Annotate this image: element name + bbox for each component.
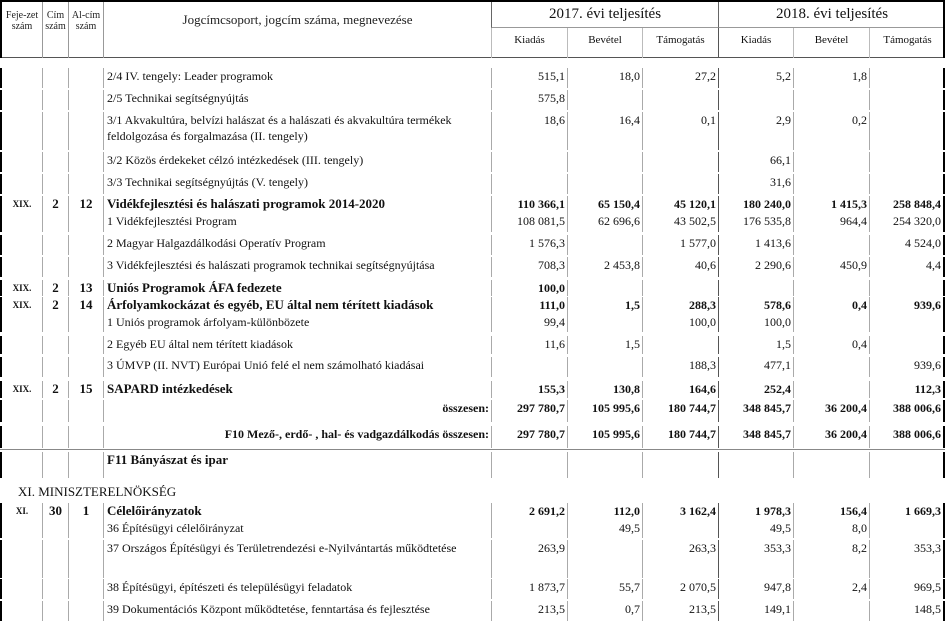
- bevetel-2018-cell: [793, 381, 869, 398]
- kiadas-2017-cell: 155,3: [491, 381, 567, 398]
- fejezet-cell: [0, 68, 42, 88]
- kiadas-2018-cell: [718, 452, 793, 478]
- alcim-cell: 12: [68, 196, 103, 213]
- alcim-cell: [68, 213, 103, 232]
- tamogatas-2018-cell: 4,4: [869, 257, 945, 277]
- header-kiadas-2018: Kiadás: [718, 28, 793, 58]
- header-year-2017: 2017. évi teljesítés: [491, 2, 718, 28]
- cim-cell: 2: [42, 381, 68, 398]
- bevetel-2017-cell: [567, 280, 642, 296]
- table-row: [0, 196, 945, 213]
- kiadas-2017-cell: [491, 452, 567, 478]
- fejezet-cell: [0, 601, 42, 621]
- header-fejezet: Feje-zet szám: [0, 2, 42, 58]
- name-cell: 2 Egyéb EU által nem térített kiadások: [103, 336, 491, 354]
- fejezet-cell: XIX.: [0, 381, 42, 398]
- kiadas-2017-cell: 575,8: [491, 90, 567, 110]
- tamogatas-2018-cell: [869, 112, 945, 150]
- kiadas-2017-cell: 11,6: [491, 336, 567, 354]
- tamogatas-2017-cell: [642, 152, 718, 172]
- bevetel-2017-cell: [567, 452, 642, 478]
- bevetel-2018-cell: 1,8: [793, 68, 869, 88]
- kiadas-2018-cell: 578,6: [718, 297, 793, 314]
- name-cell: 2 Magyar Halgazdálkodási Operatív Program: [103, 235, 491, 255]
- bevetel-2018-cell: 36 200,4: [793, 426, 869, 448]
- table-header: [0, 0, 945, 58]
- tamogatas-2018-cell: [869, 152, 945, 172]
- table-row: [0, 452, 945, 478]
- alcim-cell: [68, 579, 103, 599]
- tamogatas-2017-cell: [642, 90, 718, 110]
- cim-cell: 2: [42, 280, 68, 296]
- cim-cell: [42, 68, 68, 88]
- fejezet-cell: XIX.: [0, 280, 42, 296]
- table-row: [0, 112, 945, 150]
- tamogatas-2018-cell: [869, 90, 945, 110]
- kiadas-2018-cell: 348 845,7: [718, 426, 793, 448]
- tamogatas-2017-cell: 288,3: [642, 297, 718, 314]
- fejezet-cell: XIX.: [0, 196, 42, 213]
- kiadas-2018-cell: 2 290,6: [718, 257, 793, 277]
- table-row: [0, 213, 945, 232]
- bevetel-2017-cell: 62 696,6: [567, 213, 642, 232]
- bevetel-2018-cell: 156,4: [793, 503, 869, 520]
- table-row: [0, 357, 945, 377]
- kiadas-2017-cell: 515,1: [491, 68, 567, 88]
- tamogatas-2018-cell: 258 848,4: [869, 196, 945, 213]
- cim-cell: [42, 257, 68, 277]
- fejezet-cell: [0, 257, 42, 277]
- cim-cell: [42, 601, 68, 621]
- tamogatas-2017-cell: 180 744,7: [642, 400, 718, 422]
- tamogatas-2018-cell: [869, 280, 945, 296]
- cim-cell: 2: [42, 297, 68, 314]
- bevetel-2018-cell: [793, 235, 869, 255]
- name-cell: 3/2 Közös érdekeket célzó intézkedések (III. tengely): [103, 152, 491, 172]
- header-bevetel-2017: Bevétel: [567, 28, 642, 58]
- fejezet-cell: [0, 336, 42, 354]
- tamogatas-2018-cell: 939,6: [869, 357, 945, 377]
- name-cell: 1 Uniós programok árfolyam-különbözete: [103, 314, 491, 332]
- bevetel-2018-cell: 36 200,4: [793, 400, 869, 422]
- alcim-cell: [68, 235, 103, 255]
- fejezet-cell: [0, 174, 42, 194]
- name-cell: 3/3 Technikai segítségnyújtás (V. tengely): [103, 174, 491, 194]
- kiadas-2018-cell: 66,1: [718, 152, 793, 172]
- cim-cell: [42, 213, 68, 232]
- kiadas-2018-cell: 1 413,6: [718, 235, 793, 255]
- bevetel-2017-cell: [567, 174, 642, 194]
- alcim-cell: [68, 112, 103, 150]
- bevetel-2017-cell: 112,0: [567, 503, 642, 520]
- fejezet-cell: XI.: [0, 503, 42, 520]
- name-cell: 37 Országos Építésügyi és Területrendezési e-Nyilvántartás működtetése: [103, 540, 491, 578]
- table-row: [0, 540, 945, 578]
- tamogatas-2017-cell: 100,0: [642, 314, 718, 332]
- alcim-cell: 1: [68, 503, 103, 520]
- fejezet-cell: [0, 90, 42, 110]
- name-cell: 3/1 Akvakultúra, belvízi halászat és a halászati és akvakultúra termékek feldolgozása és forgalmazása (II. tengely): [103, 112, 491, 150]
- bevetel-2017-cell: 18,0: [567, 68, 642, 88]
- table-row: [0, 280, 945, 296]
- tamogatas-2017-cell: [642, 452, 718, 478]
- table-row: [0, 400, 945, 422]
- table-row: [0, 601, 945, 621]
- tamogatas-2018-cell: 112,3: [869, 381, 945, 398]
- bevetel-2017-cell: 1,5: [567, 336, 642, 354]
- fejezet-cell: [0, 400, 42, 422]
- bevetel-2018-cell: [793, 174, 869, 194]
- header-year-2018: 2018. évi teljesítés: [718, 2, 945, 28]
- tamogatas-2017-cell: 40,6: [642, 257, 718, 277]
- table-row: [0, 381, 945, 398]
- bevetel-2018-cell: [793, 280, 869, 296]
- header-cim: Cím szám: [42, 2, 68, 58]
- cim-cell: [42, 314, 68, 332]
- bevetel-2017-cell: 55,7: [567, 579, 642, 599]
- alcim-cell: 15: [68, 381, 103, 398]
- alcim-cell: [68, 426, 103, 448]
- header-kiadas-2017: Kiadás: [491, 28, 567, 58]
- section-divider: [0, 449, 945, 450]
- kiadas-2018-cell: 348 845,7: [718, 400, 793, 422]
- kiadas-2018-cell: 49,5: [718, 520, 793, 538]
- name-cell: 2/5 Technikai segítségnyújtás: [103, 90, 491, 110]
- table-row: [0, 68, 945, 88]
- bevetel-2017-cell: 105 995,6: [567, 400, 642, 422]
- alcim-cell: [68, 174, 103, 194]
- kiadas-2018-cell: 1 978,3: [718, 503, 793, 520]
- tamogatas-2017-cell: [642, 520, 718, 538]
- kiadas-2017-cell: [491, 520, 567, 538]
- kiadas-2018-cell: 353,3: [718, 540, 793, 578]
- kiadas-2017-cell: [491, 152, 567, 172]
- ministry-heading: XI. MINISZTERELNÖKSÉG: [18, 484, 177, 499]
- alcim-cell: [68, 601, 103, 621]
- tamogatas-2017-cell: 1 577,0: [642, 235, 718, 255]
- kiadas-2017-cell: [491, 357, 567, 377]
- name-cell: összesen:: [103, 400, 491, 422]
- kiadas-2018-cell: 100,0: [718, 314, 793, 332]
- tamogatas-2017-cell: 0,1: [642, 112, 718, 150]
- fejezet-cell: [0, 213, 42, 232]
- bevetel-2017-cell: [567, 357, 642, 377]
- tamogatas-2018-cell: [869, 336, 945, 354]
- name-cell: Uniós Programok ÁFA fedezete: [103, 280, 491, 296]
- bevetel-2018-cell: 8,2: [793, 540, 869, 578]
- kiadas-2017-cell: 213,5: [491, 601, 567, 621]
- kiadas-2018-cell: 252,4: [718, 381, 793, 398]
- name-cell: 3 ÚMVP (II. NVT) Európai Unió felé el nem számolható kiadásai: [103, 357, 491, 377]
- table-row: [0, 520, 945, 538]
- alcim-cell: 14: [68, 297, 103, 314]
- header-tamogatas-2018: Támogatás: [869, 28, 945, 58]
- bevetel-2017-cell: 65 150,4: [567, 196, 642, 213]
- name-cell: F11 Bányászat és ipar: [103, 452, 491, 478]
- cim-cell: [42, 520, 68, 538]
- name-cell: 36 Építésügyi célelőirányzat: [103, 520, 491, 538]
- kiadas-2018-cell: 477,1: [718, 357, 793, 377]
- cim-cell: [42, 152, 68, 172]
- cim-cell: [42, 357, 68, 377]
- table-row: [0, 314, 945, 332]
- alcim-cell: [68, 452, 103, 478]
- kiadas-2017-cell: 99,4: [491, 314, 567, 332]
- tamogatas-2018-cell: 388 006,6: [869, 400, 945, 422]
- header-tamogatas-2017: Támogatás: [642, 28, 718, 58]
- kiadas-2017-cell: 1 576,3: [491, 235, 567, 255]
- fejezet-cell: XIX.: [0, 297, 42, 314]
- cim-cell: [42, 112, 68, 150]
- bevetel-2017-cell: 105 995,6: [567, 426, 642, 448]
- tamogatas-2018-cell: 939,6: [869, 297, 945, 314]
- fejezet-cell: [0, 540, 42, 578]
- tamogatas-2017-cell: 164,6: [642, 381, 718, 398]
- name-cell: SAPARD intézkedések: [103, 381, 491, 398]
- cim-cell: [42, 540, 68, 578]
- tamogatas-2018-cell: 1 669,3: [869, 503, 945, 520]
- fejezet-cell: [0, 112, 42, 150]
- bevetel-2018-cell: [793, 90, 869, 110]
- table-row: [0, 426, 945, 448]
- bevetel-2018-cell: [793, 601, 869, 621]
- bevetel-2018-cell: 0,2: [793, 112, 869, 150]
- kiadas-2017-cell: 708,3: [491, 257, 567, 277]
- alcim-cell: [68, 336, 103, 354]
- table-row: [0, 336, 945, 354]
- kiadas-2018-cell: 31,6: [718, 174, 793, 194]
- kiadas-2018-cell: 149,1: [718, 601, 793, 621]
- kiadas-2018-cell: 947,8: [718, 579, 793, 599]
- cim-cell: [42, 426, 68, 448]
- fejezet-cell: [0, 520, 42, 538]
- name-cell: F10 Mező-, erdő- , hal- és vadgazdálkodás összesen:: [103, 426, 491, 448]
- kiadas-2017-cell: 297 780,7: [491, 426, 567, 448]
- kiadas-2017-cell: 100,0: [491, 280, 567, 296]
- kiadas-2017-cell: 110 366,1: [491, 196, 567, 213]
- bevetel-2018-cell: 964,4: [793, 213, 869, 232]
- tamogatas-2017-cell: 27,2: [642, 68, 718, 88]
- fejezet-cell: [0, 357, 42, 377]
- alcim-cell: [68, 400, 103, 422]
- kiadas-2018-cell: [718, 280, 793, 296]
- alcim-cell: [68, 152, 103, 172]
- bevetel-2018-cell: 1 415,3: [793, 196, 869, 213]
- kiadas-2018-cell: 2,9: [718, 112, 793, 150]
- cim-cell: [42, 174, 68, 194]
- tamogatas-2017-cell: [642, 174, 718, 194]
- kiadas-2017-cell: 2 691,2: [491, 503, 567, 520]
- bevetel-2017-cell: [567, 90, 642, 110]
- tamogatas-2018-cell: 388 006,6: [869, 426, 945, 448]
- bevetel-2017-cell: [567, 314, 642, 332]
- alcim-cell: 13: [68, 280, 103, 296]
- tamogatas-2017-cell: 3 162,4: [642, 503, 718, 520]
- header-alcim: Al-cím szám: [68, 2, 103, 58]
- name-cell: 38 Építésügyi, építészeti és településügyi feladatok: [103, 579, 491, 599]
- kiadas-2017-cell: 297 780,7: [491, 400, 567, 422]
- tamogatas-2018-cell: 4 524,0: [869, 235, 945, 255]
- tamogatas-2017-cell: 180 744,7: [642, 426, 718, 448]
- cim-cell: 30: [42, 503, 68, 520]
- bevetel-2018-cell: 450,9: [793, 257, 869, 277]
- alcim-cell: [68, 540, 103, 578]
- alcim-cell: [68, 257, 103, 277]
- alcim-cell: [68, 357, 103, 377]
- name-cell: 3 Vidékfejlesztési és halászati programok technikai segítségnyújtása: [103, 257, 491, 277]
- bevetel-2018-cell: [793, 357, 869, 377]
- header-bevetel-2018: Bevétel: [793, 28, 869, 58]
- fejezet-cell: [0, 235, 42, 255]
- kiadas-2017-cell: 1 873,7: [491, 579, 567, 599]
- name-cell: 2/4 IV. tengely: Leader programok: [103, 68, 491, 88]
- kiadas-2017-cell: 108 081,5: [491, 213, 567, 232]
- bevetel-2017-cell: 2 453,8: [567, 257, 642, 277]
- name-cell: Célelőirányzatok: [103, 503, 491, 520]
- cim-cell: [42, 235, 68, 255]
- table-row: [0, 90, 945, 110]
- table-row: [0, 257, 945, 277]
- cim-cell: [42, 400, 68, 422]
- kiadas-2018-cell: 180 240,0: [718, 196, 793, 213]
- table-row: [0, 152, 945, 172]
- cim-cell: [42, 336, 68, 354]
- tamogatas-2018-cell: [869, 314, 945, 332]
- tamogatas-2017-cell: 2 070,5: [642, 579, 718, 599]
- tamogatas-2018-cell: [869, 452, 945, 478]
- cim-cell: 2: [42, 196, 68, 213]
- name-cell: 1 Vidékfejlesztési Program: [103, 213, 491, 232]
- kiadas-2017-cell: 263,9: [491, 540, 567, 578]
- cim-cell: [42, 452, 68, 478]
- bevetel-2017-cell: 49,5: [567, 520, 642, 538]
- fejezet-cell: [0, 452, 42, 478]
- tamogatas-2017-cell: 213,5: [642, 601, 718, 621]
- bevetel-2018-cell: 8,0: [793, 520, 869, 538]
- cim-cell: [42, 579, 68, 599]
- kiadas-2018-cell: 176 535,8: [718, 213, 793, 232]
- fejezet-cell: [0, 579, 42, 599]
- table-row: [0, 235, 945, 255]
- tamogatas-2018-cell: 148,5: [869, 601, 945, 621]
- bevetel-2018-cell: [793, 452, 869, 478]
- fejezet-cell: [0, 426, 42, 448]
- bevetel-2017-cell: 1,5: [567, 297, 642, 314]
- bevetel-2017-cell: [567, 152, 642, 172]
- bevetel-2017-cell: [567, 235, 642, 255]
- tamogatas-2018-cell: [869, 68, 945, 88]
- cim-cell: [42, 90, 68, 110]
- tamogatas-2017-cell: [642, 336, 718, 354]
- bevetel-2018-cell: 0,4: [793, 297, 869, 314]
- name-cell: Vidékfejlesztési és halászati programok 2014-2020: [103, 196, 491, 213]
- tamogatas-2017-cell: 263,3: [642, 540, 718, 578]
- table-row: [0, 174, 945, 194]
- tamogatas-2017-cell: 45 120,1: [642, 196, 718, 213]
- table-row: [0, 503, 945, 520]
- tamogatas-2018-cell: 353,3: [869, 540, 945, 578]
- bevetel-2017-cell: 16,4: [567, 112, 642, 150]
- alcim-cell: [68, 68, 103, 88]
- fejezet-cell: [0, 314, 42, 332]
- bevetel-2017-cell: 130,8: [567, 381, 642, 398]
- kiadas-2017-cell: [491, 174, 567, 194]
- bevetel-2018-cell: 0,4: [793, 336, 869, 354]
- kiadas-2018-cell: 1,5: [718, 336, 793, 354]
- kiadas-2017-cell: 18,6: [491, 112, 567, 150]
- fejezet-cell: [0, 152, 42, 172]
- bevetel-2018-cell: [793, 152, 869, 172]
- name-cell: 39 Dokumentációs Központ működtetése, fenntartása és fejlesztése: [103, 601, 491, 621]
- tamogatas-2018-cell: 254 320,0: [869, 213, 945, 232]
- alcim-cell: [68, 520, 103, 538]
- header-name: Jogcímcsoport, jogcím száma, megnevezése: [103, 2, 491, 58]
- tamogatas-2017-cell: [642, 280, 718, 296]
- tamogatas-2018-cell: [869, 174, 945, 194]
- table-row: [0, 297, 945, 314]
- tamogatas-2018-cell: [869, 520, 945, 538]
- tamogatas-2018-cell: 969,5: [869, 579, 945, 599]
- kiadas-2018-cell: 5,2: [718, 68, 793, 88]
- bevetel-2018-cell: 2,4: [793, 579, 869, 599]
- kiadas-2017-cell: 111,0: [491, 297, 567, 314]
- tamogatas-2017-cell: 188,3: [642, 357, 718, 377]
- bevetel-2017-cell: [567, 540, 642, 578]
- kiadas-2018-cell: [718, 90, 793, 110]
- bevetel-2017-cell: 0,7: [567, 601, 642, 621]
- bevetel-2018-cell: [793, 314, 869, 332]
- table-row: [0, 579, 945, 599]
- alcim-cell: [68, 314, 103, 332]
- alcim-cell: [68, 90, 103, 110]
- name-cell: Árfolyamkockázat és egyéb, EU által nem térített kiadások: [103, 297, 491, 314]
- tamogatas-2017-cell: 43 502,5: [642, 213, 718, 232]
